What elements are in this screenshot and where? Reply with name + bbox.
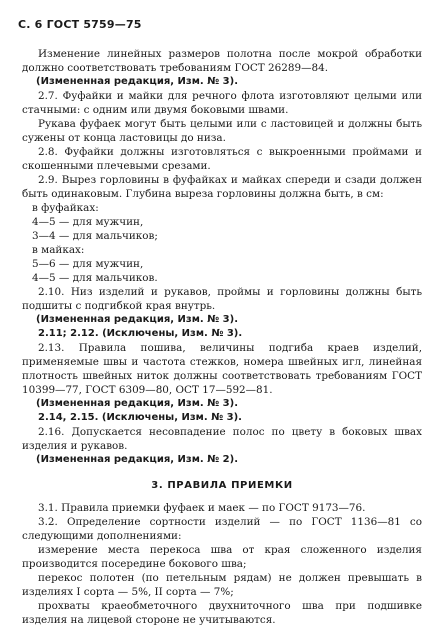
clause-2-10: 2.10. Низ изделий и рукавов, проймы и горловины должны быть подшиты с подгибкой края внутрь. — [22, 286, 422, 312]
list-item: 3—4 — для мальчиков; — [32, 230, 158, 242]
paragraph: Рукава фуфаек могут быть целыми или с ластовицей и должны быть сужены от конца ластовицы до низа. — [22, 118, 422, 144]
amendment-note: (Измененная редакция, Изм. № 3). — [36, 314, 239, 325]
running-head: С. 6 ГОСТ 5759—75 — [18, 18, 142, 31]
clause-3-1: 3.1. Правила приемки фуфаек и маек — по ГОСТ 9173—76. — [38, 502, 366, 514]
clause-2-7: 2.7. Фуфайки и майки для речного флота изготовляют целыми или стачными: с одним или двумя боковыми швами. — [22, 90, 422, 116]
list-item: 5—6 — для мужчин, — [32, 258, 144, 270]
document-body — [22, 47, 422, 627]
clause-2-8: 2.8. Фуфайки должны изготовляться с выкроенными проймами и скошенными плечевыми срезами. — [22, 146, 422, 172]
paragraph: измерение места перекоса шва от края сложенного изделия производится посередине бокового шва; — [22, 544, 422, 570]
list-item: 4—5 — для мальчиков. — [32, 272, 158, 284]
list-item: 4—5 — для мужчин, — [32, 216, 144, 228]
paragraph: перекос полотен (по петельным рядам) не должен превышать в изделиях I сорта — 5%, II сорта — 7%; — [22, 572, 422, 598]
clause-3-2: 3.2. Определение сортности изделий — по ГОСТ 1136—81 со следующими дополнениями: — [22, 516, 422, 542]
clause-2-11-2-12: 2.11; 2.12. (Исключены, Изм. № 3). — [38, 328, 243, 339]
clause-2-9: 2.9. Вырез горловины в фуфайках и майках спереди и сзади должен быть одинаковым. Глубина выреза горловины должна быть, в см: — [22, 174, 422, 200]
clause-2-13: 2.13. Правила пошива, величины подгиба краев изделий, применяемые швы и частота стежков, номера швейных игл, линейная плотность швейных ниток должны соответствовать требованиям ГОСТ 10399—77, ГОСТ 6309—80, ОСТ 17—592—81. — [22, 342, 422, 396]
list-heading: в майках: — [32, 244, 85, 256]
clause-2-14-2-15: 2.14, 2.15. (Исключены, Изм. № 3). — [38, 412, 242, 423]
list-heading: в фуфайках: — [32, 202, 99, 214]
amendment-note: (Измененная редакция, Изм. № 2). — [36, 454, 239, 465]
amendment-note: (Измененная редакция, Изм. № 3). — [36, 76, 239, 87]
section-heading: 3. ПРАВИЛА ПРИЕМКИ — [151, 480, 293, 491]
clause-2-16: 2.16. Допускается несовпадение полос по цвету в боковых швах изделия и рукавов. — [22, 426, 422, 452]
paragraph: Изменение линейных размеров полотна после мокрой обработки должно соответствовать требованиям ГОСТ 26289—84. — [22, 48, 422, 74]
amendment-note: (Измененная редакция, Изм. № 3). — [36, 398, 239, 409]
paragraph: прохваты краеобметочного двухниточного шва при подшивке изделия на лицевой стороне не учитываются. — [22, 600, 422, 626]
